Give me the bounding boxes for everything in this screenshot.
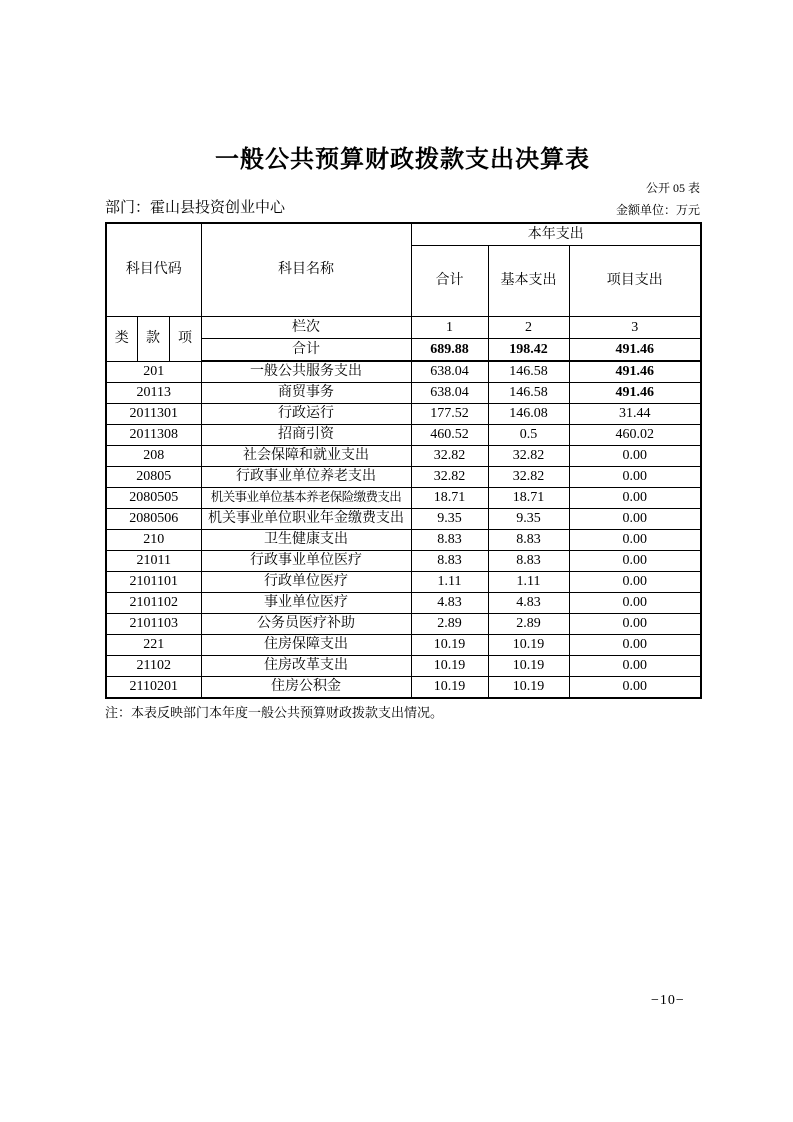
subject-name-cell: 一般公共服务支出 (201, 361, 411, 383)
table-row (106, 383, 701, 404)
basic-value-cell: 8.83 (488, 530, 569, 551)
table-row (106, 467, 701, 488)
total-value-cell: 18.71 (411, 488, 488, 509)
subject-name-cell: 商贸事务 (201, 383, 411, 404)
subject-code-cell: 2101101 (106, 572, 201, 593)
class-header: 类 (106, 317, 137, 362)
project-value-cell: 0.00 (569, 509, 701, 530)
subject-code-cell: 2011301 (106, 404, 201, 425)
table-row (106, 488, 701, 509)
total-value-cell: 177.52 (411, 404, 488, 425)
subject-code-cell: 20805 (106, 467, 201, 488)
subject-name-cell: 行政事业单位养老支出 (201, 467, 411, 488)
table-row (106, 551, 701, 572)
grand-total-label: 合计 (201, 339, 411, 362)
total-value-cell: 460.52 (411, 425, 488, 446)
table-row (106, 404, 701, 425)
subject-name-cell: 住房改革支出 (201, 656, 411, 677)
project-col-header: 项目支出 (569, 246, 701, 317)
total-value-cell: 2.89 (411, 614, 488, 635)
subject-name-header: 科目名称 (201, 223, 411, 317)
basic-value-cell: 18.71 (488, 488, 569, 509)
total-value-cell: 32.82 (411, 467, 488, 488)
subject-name-cell: 机关事业单位基本养老保险缴费支出 (201, 488, 411, 509)
basic-value-cell: 8.83 (488, 551, 569, 572)
column-index-label: 栏次 (201, 317, 411, 339)
subject-code-cell: 201 (106, 361, 201, 383)
subject-code-cell: 208 (106, 446, 201, 467)
project-value-cell: 0.00 (569, 488, 701, 509)
table-row (106, 446, 701, 467)
total-value-cell: 8.83 (411, 551, 488, 572)
project-value-cell: 0.00 (569, 635, 701, 656)
table-row (106, 677, 701, 699)
subject-code-cell: 21102 (106, 656, 201, 677)
table-row (106, 593, 701, 614)
total-value-cell: 1.11 (411, 572, 488, 593)
subject-name-cell: 社会保障和就业支出 (201, 446, 411, 467)
subject-code-cell: 2080506 (106, 509, 201, 530)
basic-value-cell: 2.89 (488, 614, 569, 635)
subject-name-cell: 事业单位医疗 (201, 593, 411, 614)
basic-value-cell: 9.35 (488, 509, 569, 530)
project-value-cell: 31.44 (569, 404, 701, 425)
project-value-cell: 0.00 (569, 551, 701, 572)
total-value-cell: 10.19 (411, 635, 488, 656)
sheet-label: 公开 05 表 (645, 181, 700, 195)
department-label: 部门：霍山县投资创业中心 (105, 200, 286, 216)
total-col-header: 合计 (411, 246, 488, 317)
table-row (106, 635, 701, 656)
project-value-cell: 0.00 (569, 656, 701, 677)
basic-value-cell: 10.19 (488, 656, 569, 677)
subject-name-cell: 机关事业单位职业年金缴费支出 (201, 509, 411, 530)
subject-name-cell: 公务员医疗补助 (201, 614, 411, 635)
grand-total-basic: 198.42 (488, 339, 569, 362)
subject-code-cell: 2110201 (106, 677, 201, 699)
grand-total-project: 491.46 (569, 339, 701, 362)
table-note: 注：本表反映部门本年度一般公共预算财政拨款支出情况。 (105, 705, 444, 720)
total-value-cell: 10.19 (411, 656, 488, 677)
subject-code-cell: 21011 (106, 551, 201, 572)
item-header: 项 (169, 317, 201, 362)
subject-name-cell: 招商引资 (201, 425, 411, 446)
basic-value-cell: 32.82 (488, 446, 569, 467)
subject-name-cell: 住房保障支出 (201, 635, 411, 656)
basic-value-cell: 10.19 (488, 677, 569, 699)
project-value-cell: 460.02 (569, 425, 701, 446)
subject-code-cell: 2011308 (106, 425, 201, 446)
project-value-cell: 0.00 (569, 593, 701, 614)
table-row (106, 614, 701, 635)
column-index-3: 3 (569, 317, 701, 339)
subject-name-cell: 住房公积金 (201, 677, 411, 699)
subject-code-cell: 2101103 (106, 614, 201, 635)
unit-label: 金额单位：万元 (615, 203, 700, 217)
project-value-cell: 0.00 (569, 530, 701, 551)
total-value-cell: 638.04 (411, 361, 488, 383)
subject-name-cell: 卫生健康支出 (201, 530, 411, 551)
table-row (106, 530, 701, 551)
subject-code-cell: 210 (106, 530, 201, 551)
header-row-3 (106, 317, 701, 339)
basic-value-cell: 0.5 (488, 425, 569, 446)
subject-code-cell: 20113 (106, 383, 201, 404)
total-value-cell: 638.04 (411, 383, 488, 404)
current-year-header: 本年支出 (411, 223, 701, 246)
project-value-cell: 0.00 (569, 677, 701, 699)
project-value-cell: 0.00 (569, 467, 701, 488)
project-value-cell: 0.00 (569, 614, 701, 635)
grand-total-total: 689.88 (411, 339, 488, 362)
page-number: −10− (651, 993, 685, 1008)
table-row (106, 425, 701, 446)
table-row (106, 656, 701, 677)
table-row (106, 361, 701, 383)
project-value-cell: 491.46 (569, 383, 701, 404)
project-value-cell: 491.46 (569, 361, 701, 383)
subject-code-cell: 221 (106, 635, 201, 656)
section-header: 款 (137, 317, 169, 362)
basic-value-cell: 146.58 (488, 383, 569, 404)
basic-col-header: 基本支出 (488, 246, 569, 317)
basic-value-cell: 1.11 (488, 572, 569, 593)
total-value-cell: 10.19 (411, 677, 488, 699)
subject-name-cell: 行政事业单位医疗 (201, 551, 411, 572)
table-row (106, 572, 701, 593)
table-row (106, 509, 701, 530)
basic-value-cell: 32.82 (488, 467, 569, 488)
subject-code-cell: 2101102 (106, 593, 201, 614)
project-value-cell: 0.00 (569, 446, 701, 467)
subject-name-cell: 行政运行 (201, 404, 411, 425)
total-value-cell: 32.82 (411, 446, 488, 467)
column-index-1: 1 (411, 317, 488, 339)
total-value-cell: 4.83 (411, 593, 488, 614)
total-value-cell: 8.83 (411, 530, 488, 551)
column-index-2: 2 (488, 317, 569, 339)
subject-name-cell: 行政单位医疗 (201, 572, 411, 593)
page-title: 一般公共预算财政拨款支出决算表 (215, 146, 590, 173)
project-value-cell: 0.00 (569, 572, 701, 593)
subject-code-cell: 2080505 (106, 488, 201, 509)
basic-value-cell: 10.19 (488, 635, 569, 656)
basic-value-cell: 146.58 (488, 361, 569, 383)
basic-value-cell: 146.08 (488, 404, 569, 425)
header-row-1 (106, 223, 701, 246)
basic-value-cell: 4.83 (488, 593, 569, 614)
subheader-row (105, 199, 700, 218)
expenditure-table (105, 222, 702, 699)
subject-code-header: 科目代码 (106, 223, 201, 317)
total-value-cell: 9.35 (411, 509, 488, 530)
